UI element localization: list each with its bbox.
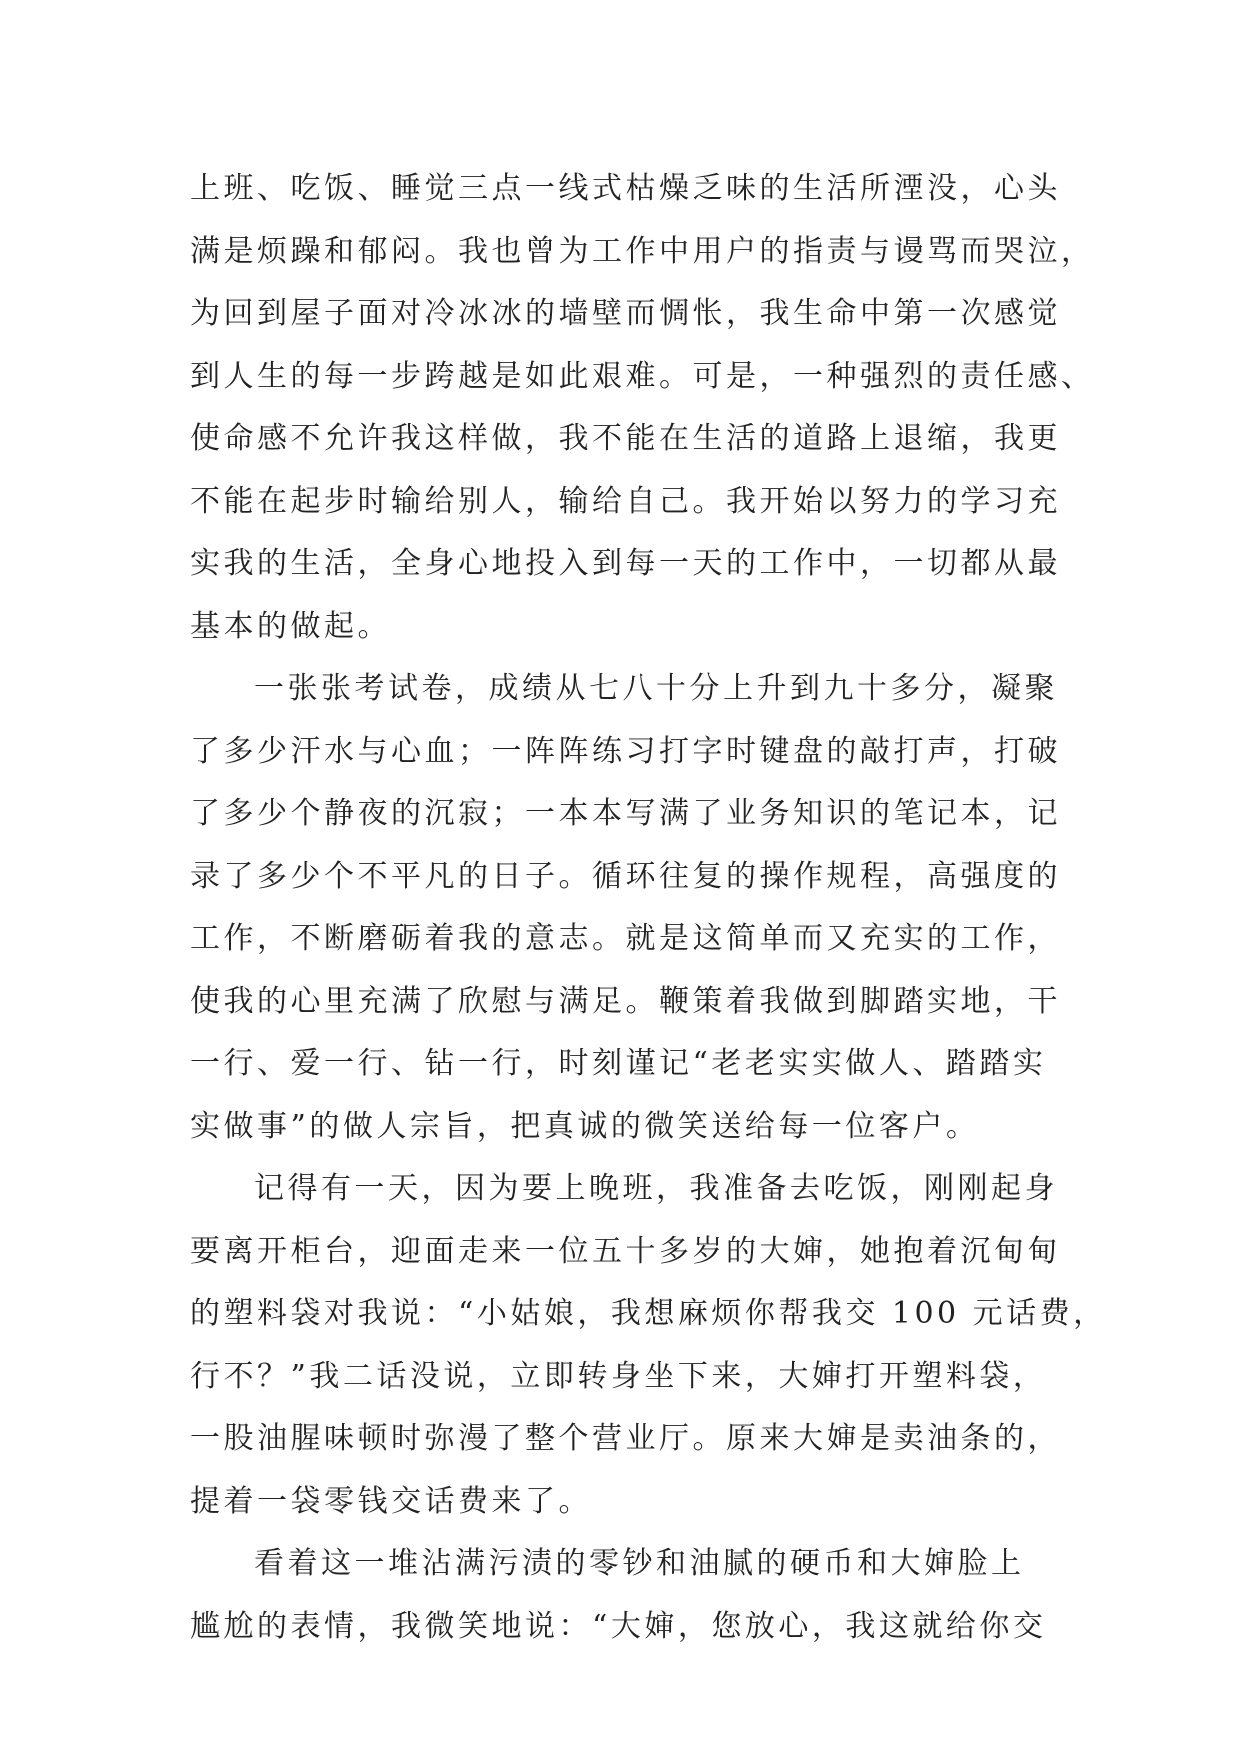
text-line: 录了多少个不平凡的日子。循环往复的操作规程，高强度的 [190, 858, 1061, 894]
text-line: 一行、爱一行、钻一行，时刻谨记“老老实实做人、踏踏实 [190, 1046, 1047, 1081]
text-line: 行不？”我二话没说，立即转身坐下来，大婶打开塑料袋， [190, 1358, 1047, 1394]
text-line: 了多少个静夜的沉寂；一本本写满了业务知识的笔记本，记 [190, 796, 1061, 831]
text-line: 为回到屋子面对冷冰冰的墙壁而惆怅，我生命中第一次感觉 [190, 296, 1061, 331]
body-text [190, 158, 1107, 1658]
text-line: 使命感不允许我这样做，我不能在生活的道路上退缩，我更 [190, 421, 1061, 456]
text-line: 记得有一天，因为要上晚班，我准备去吃饭，刚刚起身 [254, 1171, 1058, 1206]
text-line: 不能在起步时输给别人，输给自己。我开始以努力的学习充 [190, 483, 1061, 519]
text-line: 提着一袋零钱交话费来了。 [190, 1483, 592, 1519]
text-line: 实我的生活，全身心地投入到每一天的工作中，一切都从最 [190, 546, 1061, 581]
text-line: 上班、吃饭、睡觉三点一线式枯燥乏味的生活所湮没，心头 [190, 171, 1061, 206]
text-line: 尴尬的表情，我微笑地说：“大婶，您放心，我这就给你交 [190, 1608, 1047, 1644]
text-line: 满是烦躁和郁闷。我也曾为工作中用户的指责与谩骂而哭泣， [190, 233, 1095, 269]
text-line: 使我的心里充满了欣慰与满足。鞭策着我做到脚踏实地，干 [190, 983, 1061, 1019]
text-line: 实做事”的做人宗旨，把真诚的微笑送给每一位客户。 [190, 1108, 980, 1144]
text-line: 基本的做起。 [190, 608, 391, 644]
text-line: 工作，不断磨砺着我的意志。就是这简单而又充实的工作， [190, 921, 1061, 956]
text-line: 看着这一堆沾满污渍的零钞和油腻的硬币和大婶脸上 [254, 1546, 1025, 1581]
text-line: 要离开柜台，迎面走来一位五十多岁的大婶，她抱着沉甸甸 [190, 1233, 1061, 1269]
text-line: 一张张考试卷，成绩从七八十分上升到九十多分，凝聚 [254, 671, 1058, 706]
text-line: 一股油腥味顿时弥漫了整个营业厅。原来大婶是卖油条的， [190, 1421, 1061, 1456]
text-line: 了多少汗水与心血；一阵阵练习打字时键盘的敲打声，打破 [190, 733, 1061, 769]
text-line: 到人生的每一步跨越是如此艰难。可是，一种强烈的责任感、 [190, 358, 1095, 394]
text-line: 的塑料袋对我说：“小姑娘，我想麻烦你帮我交 100 元话费， [190, 1296, 1107, 1331]
